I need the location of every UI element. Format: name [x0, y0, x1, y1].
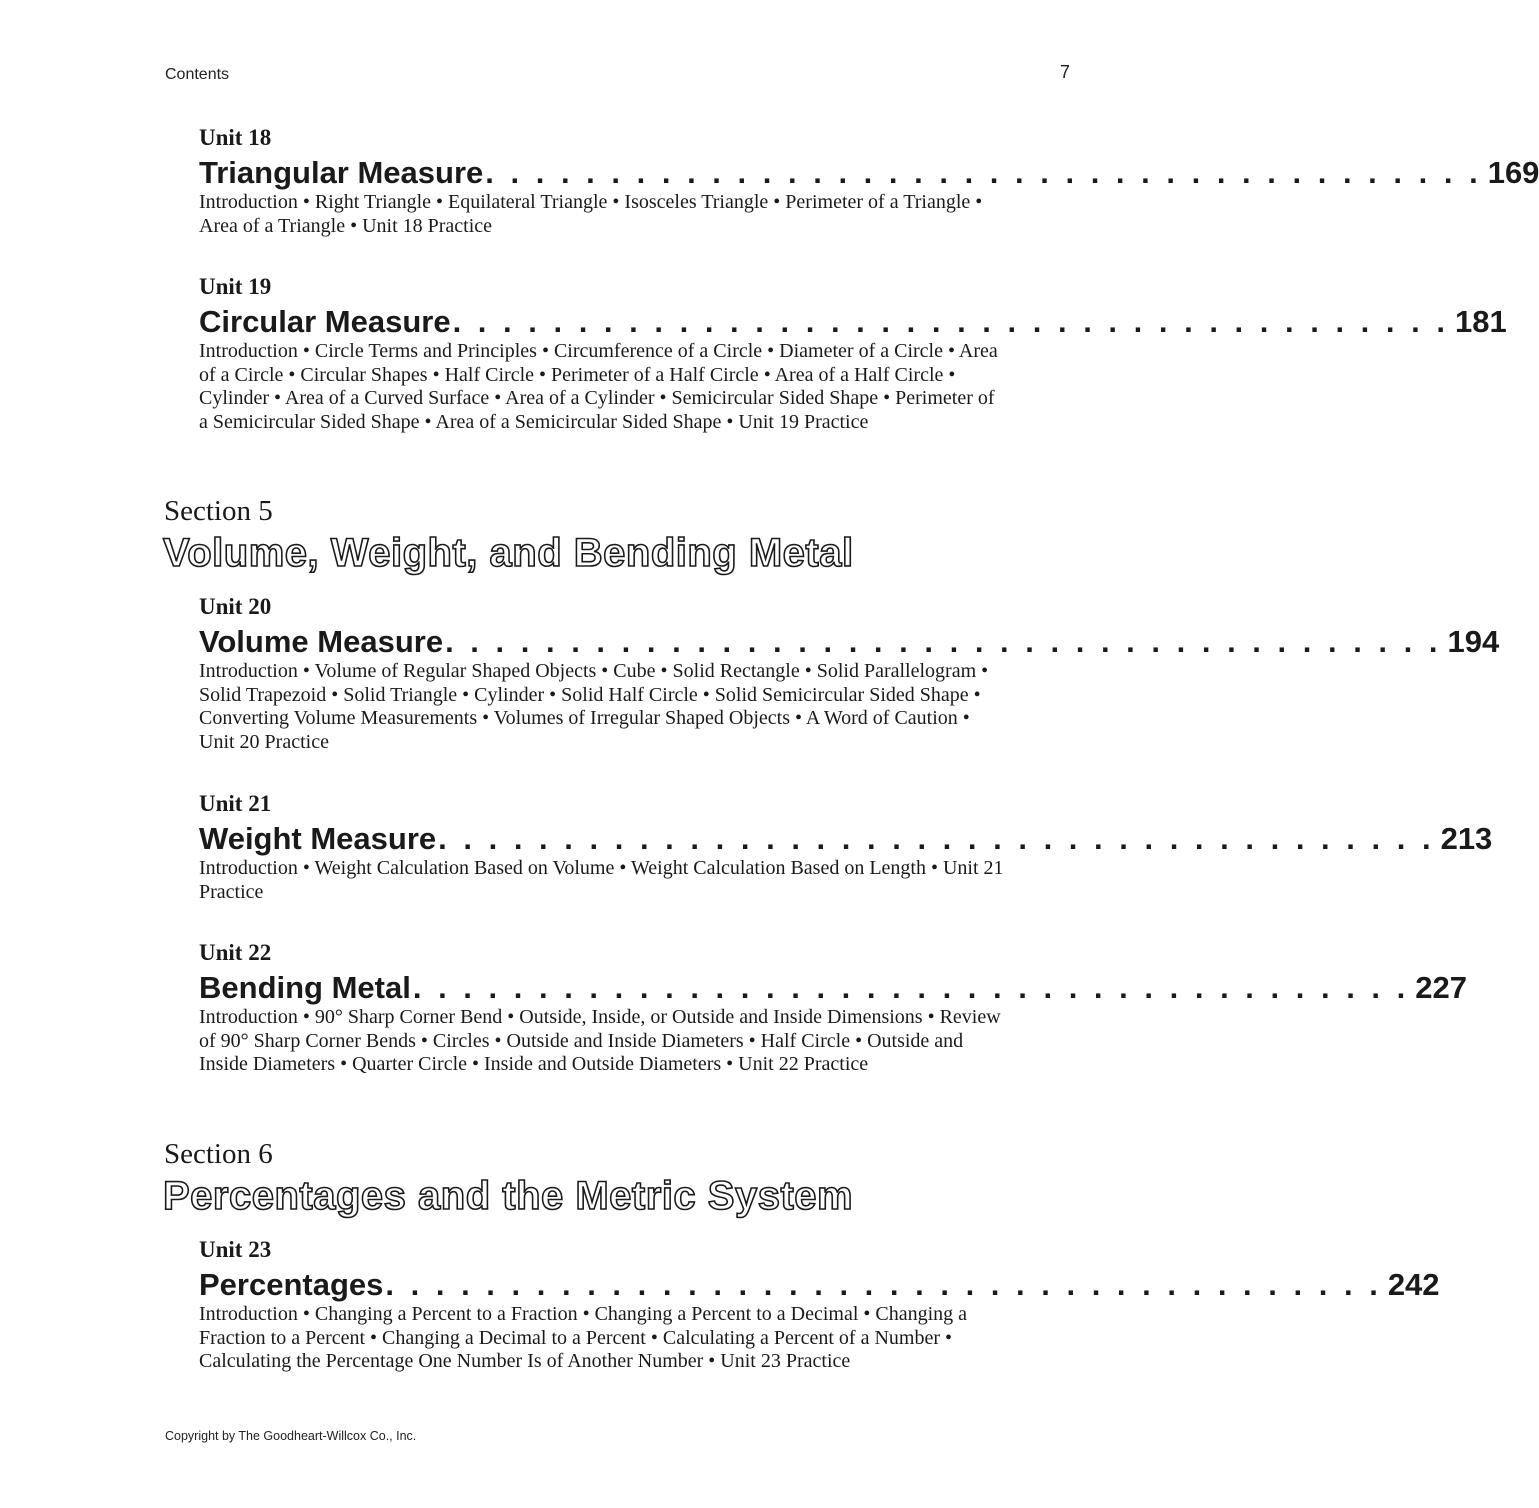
unit-title: Percentages [199, 1267, 384, 1302]
section-label: Section 5 [164, 495, 273, 527]
unit-topics: Introduction • Right Triangle • Equilateral Triangle • Isosceles Triangle • Perimeter of a Triangle • Area of a Triangle • Unit 18 Practice [199, 191, 983, 237]
unit-title: Weight Measure [199, 821, 437, 856]
leader-dots: . . . . . . . . . . . . . . . . . . . . . . . . . . . . . . . . . . . . . . . . [485, 155, 1482, 190]
unit-title: Bending Metal [199, 970, 411, 1005]
page-number: 7 [1060, 62, 1071, 82]
unit-title: Circular Measure [199, 304, 451, 339]
toc-entry-unit-19 [199, 274, 1507, 434]
copyright-footer: Copyright by The Goodheart-Willcox Co., Inc. [165, 1429, 417, 1443]
leader-dots: . . . . . . . . . . . . . . . . . . . . . . . . . . . . . . . . . . . . . . . . [445, 624, 1442, 659]
leader-dots: . . . . . . . . . . . . . . . . . . . . . . . . . . . . . . . . . . . . . . . . [412, 970, 1410, 1005]
unit-title: Triangular Measure [199, 155, 484, 190]
toc-entry-unit-21 [199, 791, 1493, 904]
leader-dots: . . . . . . . . . . . . . . . . . . . . . . . . . . . . . . . . . . . . . . . . [452, 304, 1449, 339]
unit-topics: Introduction • Weight Calculation Based on Volume • Weight Calculation Based on Length • Unit 21 Practice [199, 857, 1004, 903]
unit-page-number: 213 [1440, 821, 1493, 856]
unit-topics: Introduction • Circle Terms and Principles • Circumference of a Circle • Diameter of a Circle • Area of a Circle • Circular Shapes • Half Circle • Perimeter of a Half Circle • Area of a Half Circle • Cylinder • Area of a Curved Surface • Area of a Cylinder • Semicircular Sided Shape • Perimeter of a Semicircular Sided Shape • Area of a Semicircular Sided Shape • Unit 19 Practice [199, 340, 998, 433]
unit-title-row [199, 1267, 1440, 1303]
running-head: Contents [165, 66, 230, 83]
unit-label: Unit 22 [199, 940, 272, 965]
unit-label: Unit 21 [199, 791, 272, 816]
leader-dots: . . . . . . . . . . . . . . . . . . . . . . . . . . . . . . . . . . . . . . . . [385, 1267, 1382, 1302]
unit-page-number: 242 [1387, 1267, 1440, 1302]
section-label: Section 6 [164, 1138, 273, 1170]
unit-page-number: 194 [1447, 624, 1500, 659]
unit-title-row [199, 304, 1507, 340]
unit-page-number: 181 [1454, 304, 1507, 339]
unit-label: Unit 20 [199, 594, 272, 619]
unit-title-row [199, 821, 1493, 857]
unit-topics: Introduction • 90° Sharp Corner Bend • Outside, Inside, or Outside and Inside Dimensions • Review of 90° Sharp Corner Bends • Circles • Outside and Inside Diameters • Half Circle • Outside and Inside Diameters • Quarter Circle • Inside and Outside Diameters • Unit 22 Practice [199, 1006, 1001, 1076]
unit-title: Volume Measure [199, 624, 444, 659]
section-title: Percentages and the Metric System [163, 1174, 854, 1218]
unit-label: Unit 19 [199, 274, 272, 299]
unit-title-row [199, 970, 1467, 1006]
unit-page-number: 169 [1487, 155, 1539, 190]
toc-entry-unit-20 [199, 594, 1500, 754]
unit-topics: Introduction • Volume of Regular Shaped Objects • Cube • Solid Rectangle • Solid Parallelogram • Solid Trapezoid • Solid Triangle • Cylinder • Solid Half Circle • Solid Semicircular Sided Shape • Converting Volume Measurements • Volumes of Irregular Shaped Objects • A Word of Caution • Unit 20 Practice [199, 660, 989, 753]
section-title: Volume, Weight, and Bending Metal [163, 531, 854, 575]
unit-label: Unit 23 [199, 1237, 272, 1262]
toc-entry-unit-18 [199, 125, 1539, 238]
unit-label: Unit 18 [199, 125, 272, 150]
unit-topics: Introduction • Changing a Percent to a Fraction • Changing a Percent to a Decimal • Changing a Fraction to a Percent • Changing a Decimal to a Percent • Calculating a Percent of a Number • Calculating the Percentage One Number Is of Another Number • Unit 23 Practice [199, 1303, 968, 1373]
unit-page-number: 227 [1415, 970, 1467, 1005]
unit-title-row [199, 624, 1500, 660]
toc-entry-unit-22 [199, 940, 1467, 1077]
leader-dots: . . . . . . . . . . . . . . . . . . . . . . . . . . . . . . . . . . . . . . . . [438, 821, 1435, 856]
unit-title-row [199, 155, 1539, 191]
toc-entry-unit-23 [199, 1237, 1440, 1374]
